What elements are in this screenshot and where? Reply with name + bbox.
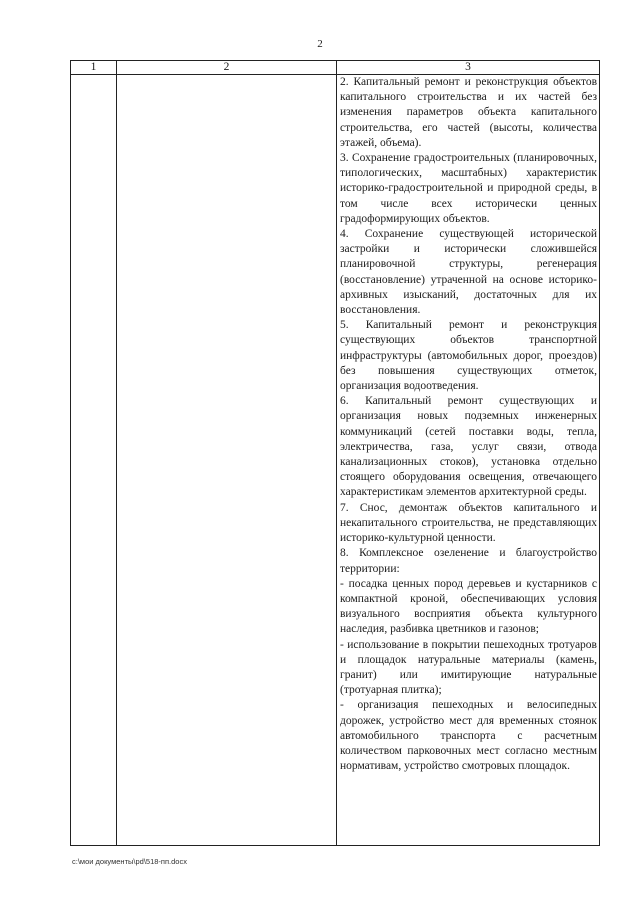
document-table (70, 60, 600, 846)
column-header-1: 1 (71, 61, 117, 75)
file-path-footer: c:\мои документы\pd\518-пп.docx (72, 857, 187, 866)
page-number: 2 (317, 38, 323, 50)
column-header-2: 2 (117, 61, 337, 75)
list-item: 4. Сохранение существующей исторической застройки и исторически сложившейся планировочной структуры, регенерация (восстановление) утраченной на основе историко-архивных изысканий, достаточных для их восстановления. (340, 228, 597, 317)
cell-column-2 (117, 75, 337, 846)
cell-column-3 (337, 75, 600, 846)
list-item: 2. Капитальный ремонт и реконструкция объектов капитального строительства и их частей без изменения параметров объекта капитального строительства, его частей (высоты, количества этажей, объема). (340, 76, 597, 149)
list-item: 7. Снос, демонтаж объектов капитального и некапитального строительства, не представляющих историко-культурной ценности. (340, 501, 597, 545)
list-item: - использование в покрытии пешеходных тротуаров и площадок натуральные материалы (камень, гранит) или имитирующие натуральные (тротуарная плитка); (340, 638, 597, 697)
list-item: 3. Сохранение градостроительных (планировочных, типологических, масштабных) характеристик историко-градостроительной и природной среды, в том числе всех исторически ценных градоформирующих объектов. (340, 152, 597, 225)
column-header-3: 3 (337, 61, 600, 75)
list-item: 5. Капитальный ремонт и реконструкция существующих объектов транспортной инфраструктуры (автомобильных дорог, проездов) без повышения существующих отметок, организация водоотведения. (340, 319, 597, 393)
list-item: - организация пешеходных и велосипедных дорожек, устройство мест для временных стоянок автомобильного транспорта с расчетным количеством парковочных мест согласно местным нормативам, устройство смотровых площадок. (340, 699, 597, 773)
table-row (71, 75, 600, 846)
list-item: - посадка ценных пород деревьев и кустарников с компактной кроной, обеспечивающих условия визуального восприятия объекта культурного наследия, разбивка цветников и газонов; (340, 577, 597, 636)
list-item: 8. Комплексное озеленение и благоустройство территории: (340, 547, 597, 575)
table-header-row (71, 61, 600, 75)
list-item: 6. Капитальный ремонт существующих и организация новых подземных инженерных коммуникаций (сетей поставки воды, тепла, электричества, газа, услуг связи, отвода канализационных стоков), установка отдельно стоящего оборудования освещения, отвечающего характеристикам элементов архитектурной среды. (340, 395, 597, 499)
cell-column-1 (71, 75, 117, 846)
